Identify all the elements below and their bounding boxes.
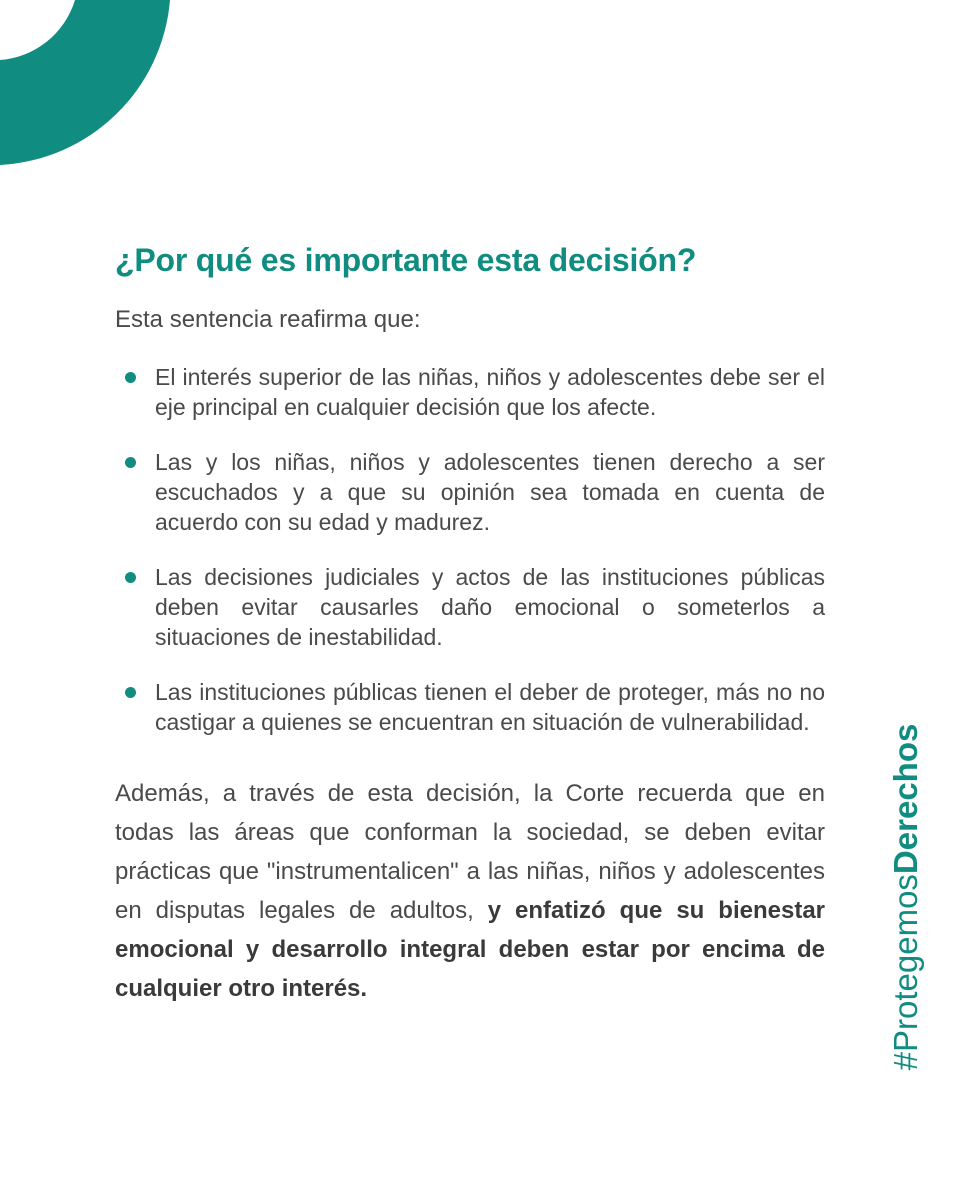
hashtag-light-text: #Protegemos [887,874,924,1071]
bullet-dot-icon [125,572,136,583]
closing-bold-text: y enfatizó que su bienestar emocional y desarrollo integral deben estar por encima de cualquier otro interés. [115,897,826,1002]
list-item [115,677,825,737]
bullet-list [115,362,825,762]
closing-regular-text: Además, a través de esta decisión, la Corte recuerda que en todas las áreas que conforman la sociedad, se deben evitar prácticas que "instrumentalicen" a las niñas, niños y adolescentes en disputas legales de adultos, [115,780,825,924]
list-item [115,562,825,652]
hashtag-bold-text: Derechos [887,723,924,875]
bullet-dot-icon [125,457,136,468]
list-item [115,362,825,422]
bullet-text: Las decisiones judiciales y actos de las instituciones públicas deben evitar causarles daño emocional o someterlos a situaciones de inestabilidad. [155,564,825,650]
closing-paragraph [115,774,825,1008]
corner-arc-decoration [0,0,180,170]
bullet-dot-icon [125,372,136,383]
list-item [115,447,825,537]
corner-arc-shape [0,0,180,170]
hashtag-vertical [886,724,926,1071]
page-title: ¿Por qué es importante esta decisión? [115,242,697,278]
bullet-text: Las instituciones públicas tienen el deber de proteger, más no no castigar a quienes se encuentran en situación de vulnerabilidad. [155,679,825,735]
bullet-text: Las y los niñas, niños y adolescentes tienen derecho a ser escuchados y a que su opinión sea tomada en cuenta de acuerdo con su edad y madurez. [155,449,825,535]
intro-text: Esta sentencia reafirma que: [115,306,421,333]
bullet-dot-icon [125,687,136,698]
bullet-text: El interés superior de las niñas, niños y adolescentes debe ser el eje principal en cualquier decisión que los afecte. [155,364,825,420]
